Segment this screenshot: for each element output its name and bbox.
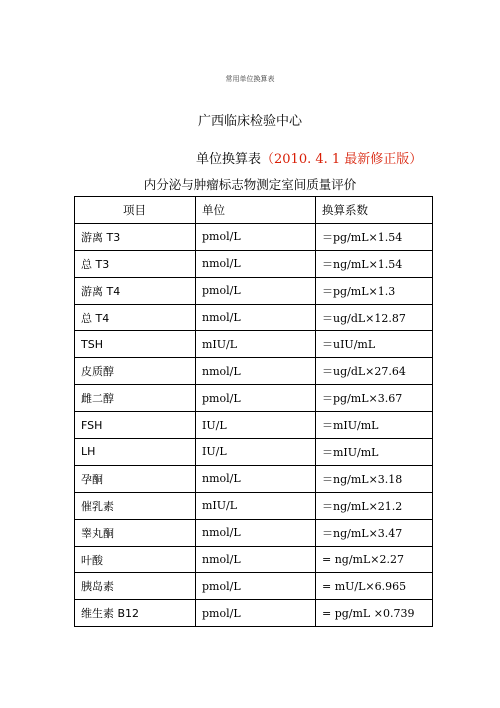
unit: IU/L [196,439,316,466]
unit: nmol/L [196,304,316,331]
unit: nmol/L [196,465,316,492]
subtitle-version: （2010. 4. 1 最新修正版） [261,152,423,167]
unit: IU/L [196,412,316,439]
table-row [75,277,433,304]
unit: nmol/L [196,546,316,573]
conversion-factor: = pg/mL ×0.739 [316,600,433,627]
conversion-factor: ＝ug/dL×27.64 [316,358,433,385]
page-header: 常用单位换算表 [225,75,275,83]
unit: pmol/L [196,223,316,250]
unit: pmol/L [196,385,316,412]
item-name: TSH [75,331,196,358]
item-name: 游离 T4 [75,277,196,304]
conversion-factor: ＝pg/mL×1.3 [316,277,433,304]
table-row [75,412,433,439]
subtitle-name: 单位换算表 [196,152,262,167]
conversion-factor: ＝mIU/mL [316,439,433,466]
item-name: 总 T4 [75,304,196,331]
center-name: 广西临床检验中心 [197,114,302,129]
conversion-factor: ＝pg/mL×1.54 [316,223,433,250]
unit: nmol/L [196,358,316,385]
table-row [75,385,433,412]
header-item: 项目 [75,197,196,224]
table-row [75,304,433,331]
table-caption: 内分泌与肿瘤标志物测定室间质量评价 [143,177,357,192]
table-row [75,546,433,573]
table-row [75,465,433,492]
table-row [75,492,433,519]
unit: nmol/L [196,519,316,546]
conversion-factor: ＝ng/mL×3.18 [316,465,433,492]
conversion-factor: ＝ng/mL×3.47 [316,519,433,546]
conversion-factor: ＝ng/mL×1.54 [316,250,433,277]
table-row [75,439,433,466]
item-name: LH [75,439,196,466]
table-row [75,600,433,627]
item-name: 孕酮 [75,465,196,492]
unit: mIU/L [196,331,316,358]
table-row [75,573,433,600]
item-name: 睾丸酮 [75,519,196,546]
item-name: 胰岛素 [75,573,196,600]
conversion-factor: ＝ng/mL×21.2 [316,492,433,519]
item-name: 催乳素 [75,492,196,519]
conversion-factor: ＝pg/mL×3.67 [316,385,433,412]
unit: pmol/L [196,573,316,600]
conversion-factor: = ng/mL×2.27 [316,546,433,573]
table-row [75,250,433,277]
header-unit: 单位 [196,197,316,224]
conversion-factor: = mU/L×6.965 [316,573,433,600]
item-name: 叶酸 [75,546,196,573]
document-subtitle [196,148,422,167]
unit: pmol/L [196,277,316,304]
item-name: 游离 T3 [75,223,196,250]
conversion-factor: ＝mIU/mL [316,412,433,439]
table-row [75,223,433,250]
unit: nmol/L [196,250,316,277]
item-name: 维生素 B12 [75,600,196,627]
item-name: 总 T3 [75,250,196,277]
header-factor: 换算系数 [316,197,433,224]
table-row [75,331,433,358]
item-name: 皮质醇 [75,358,196,385]
unit: mIU/L [196,492,316,519]
table-row [75,519,433,546]
unit: pmol/L [196,600,316,627]
table-header-row [75,197,433,224]
conversion-factor: ＝uIU/mL [316,331,433,358]
table-row [75,358,433,385]
item-name: FSH [75,412,196,439]
item-name: 雌二醇 [75,385,196,412]
conversion-factor: ＝ug/dL×12.87 [316,304,433,331]
conversion-table [74,196,433,627]
